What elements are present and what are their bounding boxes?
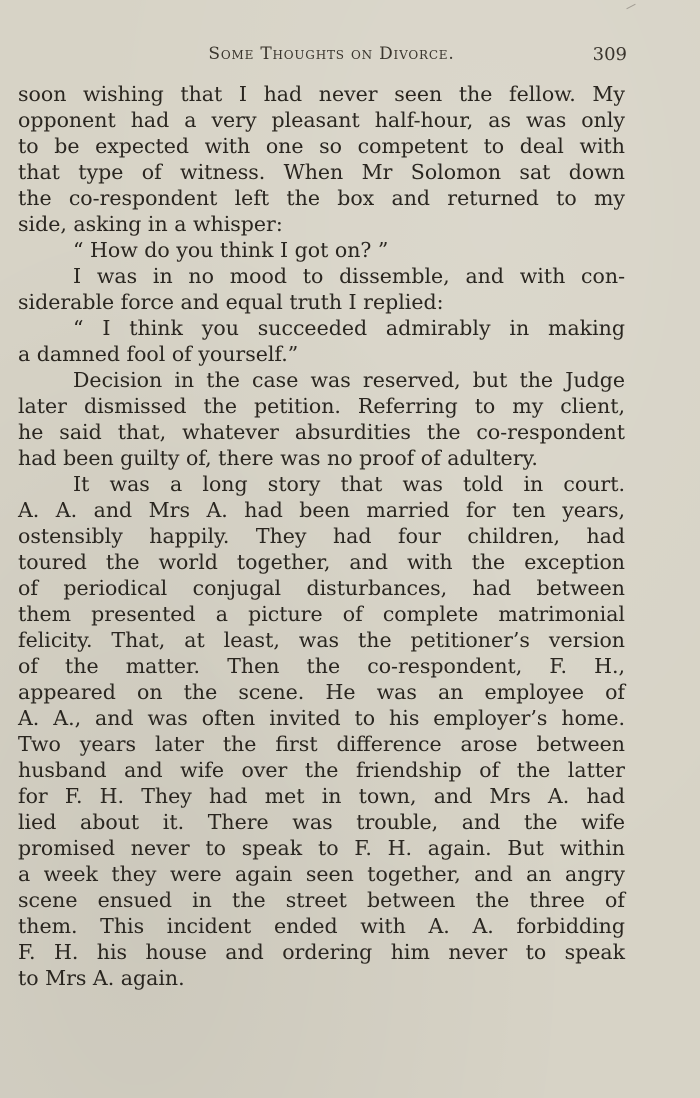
text-line: to Mrs A. again. xyxy=(18,966,185,990)
text-line: soon wishing that I had never seen the fellow. My xyxy=(18,82,625,106)
paper-mark xyxy=(626,4,635,10)
text-line: that type of witness. When Mr Solomon sat down xyxy=(18,160,625,184)
body-text xyxy=(18,81,625,991)
text-line: the co-respondent left the box and returned to my xyxy=(18,186,625,210)
text-line: them. This incident ended with A. A. forbidding xyxy=(18,914,625,938)
text-line: side, asking in a whisper: xyxy=(18,212,283,236)
text-line: Two years later the first difference arose between xyxy=(18,732,625,756)
dialogue-line: “ I think you succeeded admirably in making xyxy=(73,316,625,340)
text-line: a damned fool of yourself.” xyxy=(18,342,299,366)
text-line: of the matter. Then the co-respondent, F. H., xyxy=(18,654,625,678)
text-line: later dismissed the petition. Referring to my client, xyxy=(18,394,625,418)
text-line: ostensibly happily. They had four children, had xyxy=(18,524,625,548)
text-line: scene ensued in the street between the three of xyxy=(18,888,625,912)
dialogue-line: “ How do you think I got on? ” xyxy=(73,238,389,262)
text-line: lied about it. There was trouble, and the wife xyxy=(18,810,625,834)
text-line: promised never to speak to F. H. again. But within xyxy=(18,836,625,860)
text-line: felicity. That, at least, was the petitioner’s version xyxy=(18,628,625,652)
text-line: F. H. his house and ordering him never to speak xyxy=(18,940,625,964)
page-number: 309 xyxy=(592,44,627,65)
text-line: A. A., and was often invited to his employer’s home. xyxy=(18,706,625,730)
text-line: for F. H. They had met in town, and Mrs A. had xyxy=(18,784,625,808)
text-line: A. A. and Mrs A. had been married for ten years, xyxy=(18,498,625,522)
running-header xyxy=(18,44,627,70)
running-title: Some Thoughts on Divorce. xyxy=(208,44,455,64)
text-line: opponent had a very pleasant half-hour, as was only xyxy=(18,108,625,132)
text-line: siderable force and equal truth I replied: xyxy=(18,290,444,314)
text-line: appeared on the scene. He was an employee of xyxy=(18,680,625,704)
text-line: he said that, whatever absurdities the co-respondent xyxy=(18,420,625,444)
text-line: of periodical conjugal disturbances, had between xyxy=(18,576,625,600)
paragraph-start-line: Decision in the case was reserved, but the Judge xyxy=(73,368,625,392)
paragraph-start-line: It was a long story that was told in court. xyxy=(73,472,625,496)
paragraph-start-line: I was in no mood to dissemble, and with con- xyxy=(73,264,625,288)
text-line: them presented a picture of complete matrimonial xyxy=(18,602,625,626)
text-line: had been guilty of, there was no proof of adultery. xyxy=(18,446,538,470)
text-line: a week they were again seen together, and an angry xyxy=(18,862,625,886)
text-line: husband and wife over the friendship of the latter xyxy=(18,758,625,782)
text-line: to be expected with one so competent to deal with xyxy=(18,134,625,158)
text-line: toured the world together, and with the exception xyxy=(18,550,625,574)
